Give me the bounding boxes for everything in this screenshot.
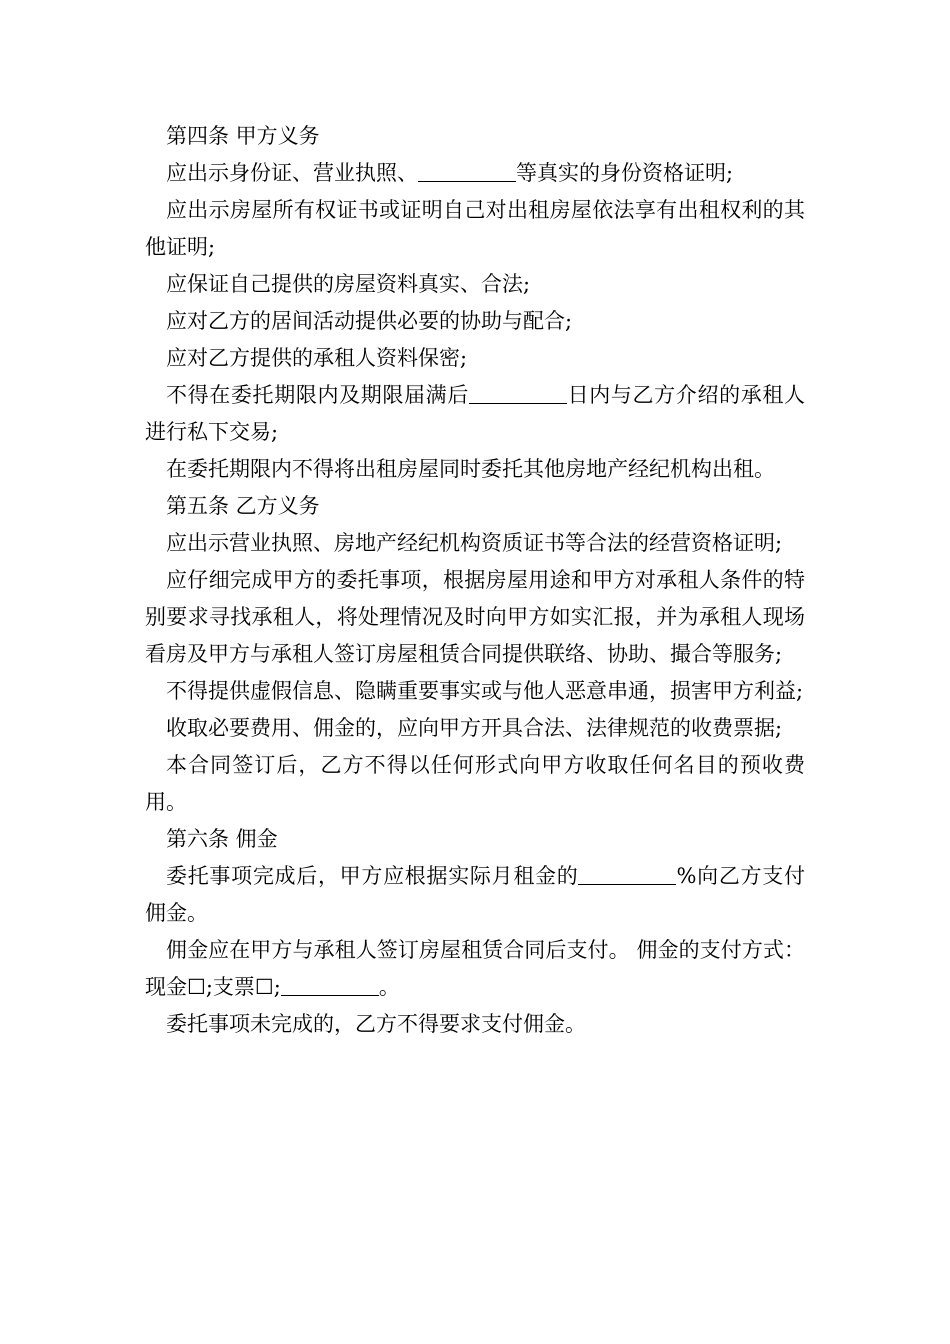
fill-blank bbox=[418, 160, 516, 182]
article-5-clause-1: 应出示营业执照、房地产经纪机构资质证书等合法的经营资格证明; bbox=[166, 531, 783, 555]
clause-text: 等真实的身份资格证明; bbox=[516, 161, 734, 185]
article-4-clause-7: 在委托期限内不得将出租房屋同时委托其他房地产经纪机构出租。 bbox=[166, 457, 775, 481]
article-5-heading: 第五条 乙方义务 bbox=[166, 494, 320, 518]
fill-blank bbox=[281, 974, 379, 996]
article-5-clause-3: 不得提供虚假信息、隐瞒重要事实或与他人恶意串通，损害甲方利益; bbox=[166, 679, 804, 703]
article-4-clause-1 bbox=[145, 155, 805, 192]
clause-text: 应出示身份证、营业执照、 bbox=[166, 161, 418, 185]
clause-text: 委托事项完成后，甲方应根据实际月租金的 bbox=[166, 864, 579, 888]
article-5-clause-5: 本合同签订后，乙方不得以任何形式向甲方收取任何名目的预收费用。 bbox=[145, 753, 805, 814]
fill-blank bbox=[469, 382, 567, 404]
article-5-clause-4: 收取必要费用、佣金的，应向甲方开具合法、法律规范的收费票据; bbox=[166, 716, 783, 740]
document-body bbox=[145, 118, 805, 1043]
article-4-clause-3: 应保证自己提供的房屋资料真实、合法; bbox=[166, 272, 531, 296]
clause-text: %向乙方支付佣金。 bbox=[145, 864, 805, 925]
clause-text: 日内与乙方介绍的承租人进行私下交易; bbox=[145, 383, 806, 444]
article-6-clause-3: 委托事项未完成的，乙方不得要求支付佣金。 bbox=[166, 1012, 586, 1036]
article-4-clause-4: 应对乙方的居间活动提供必要的协助与配合; bbox=[166, 309, 573, 333]
article-4-clause-6 bbox=[145, 377, 805, 451]
fill-blank bbox=[578, 863, 676, 885]
clause-text: 不得在委托期限内及期限届满后 bbox=[166, 383, 469, 407]
article-6-heading: 第六条 佣金 bbox=[166, 827, 278, 851]
article-6-clause-1 bbox=[145, 858, 805, 932]
article-5-clause-2: 应仔细完成甲方的委托事项，根据房屋用途和甲方对承租人条件的特别要求寻找承租人，将处理情况及时向甲方如实汇报，并为承租人现场看房及甲方与承租人签订房屋租赁合同提供联络、协助、撮合等服务; bbox=[145, 568, 805, 666]
article-4-clause-5: 应对乙方提供的承租人资料保密; bbox=[166, 346, 468, 370]
article-4-clause-2: 应出示房屋所有权证书或证明自己对出租房屋依法享有出租权利的其他证明; bbox=[145, 198, 805, 259]
article-6-clause-2 bbox=[145, 932, 805, 1006]
clause-text: 。 bbox=[378, 975, 400, 999]
clause-text: 佣金应在甲方与承租人签订房屋租赁合同后支付。 佣金的支付方式：现金☐;支票☐; bbox=[145, 938, 805, 999]
article-4-heading: 第四条 甲方义务 bbox=[166, 124, 320, 148]
